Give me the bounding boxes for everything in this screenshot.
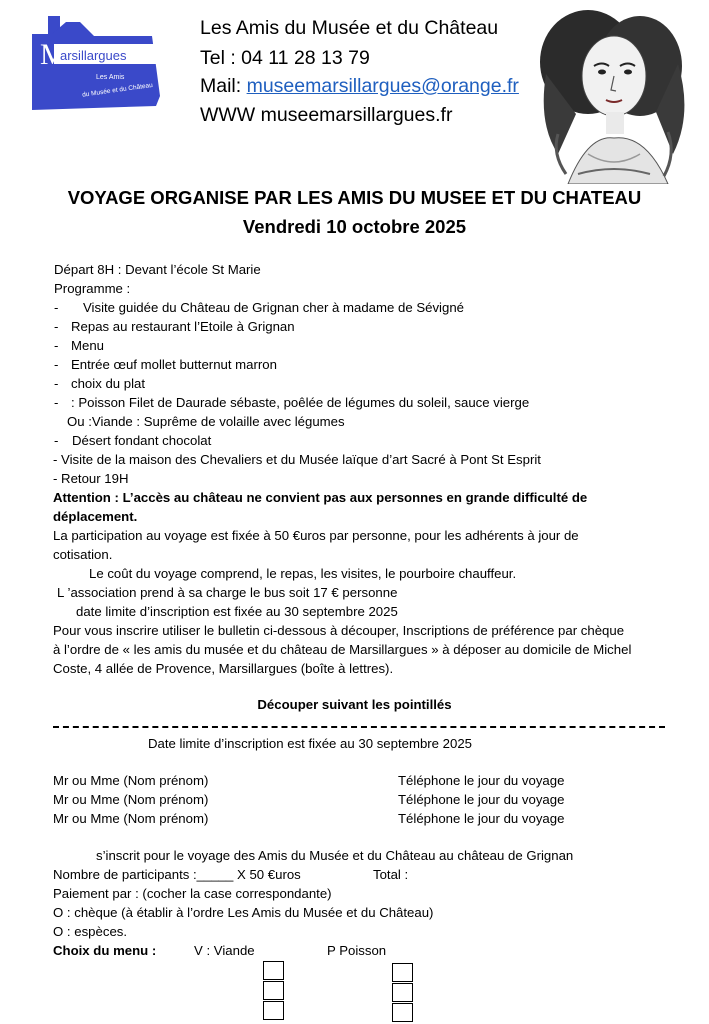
bullet-dash: - (54, 319, 59, 334)
cout-line: Le coût du voyage comprend, le repas, les visites, le pourboire chauffeur. (89, 566, 517, 581)
bullet-dash: - (54, 395, 59, 410)
programme-visite2: - Visite de la maison des Chevaliers et du Musée laïque d’art Sacré à Pont St Esprit (53, 452, 541, 467)
poisson-checkbox[interactable] (392, 983, 413, 1002)
header-organization: Les Amis du Musée et du Château (200, 17, 499, 39)
programme-dessert: Désert fondant chocolat (72, 433, 212, 448)
payment-option-cheque[interactable]: O : chèque (à établir à l’ordre Les Amis du Musée et du Château) (53, 905, 434, 920)
menu-option-poisson: P Poisson (327, 943, 387, 958)
participant-phone-field: Téléphone le jour du voyage (398, 773, 565, 788)
logo-initial: M (40, 38, 67, 71)
event-date: Vendredi 10 octobre 2025 (242, 216, 467, 237)
programme-item: Menu (71, 338, 104, 353)
programme-item: Visite guidée du Château de Grignan cher à madame de Sévigné (83, 300, 464, 315)
nombre-participants: Nombre de participants :_____ X 50 €uros (53, 867, 301, 882)
participation-line2: cotisation. (53, 547, 113, 562)
date-limite-line: date limite d’inscription est fixée au 30 septembre 2025 (76, 604, 398, 619)
participant-name-field: Mr ou Mme (Nom prénom) (53, 811, 209, 826)
bullet-dash: - (54, 357, 59, 372)
viande-checkbox[interactable] (263, 961, 284, 980)
inscription-line2: à l’ordre de « les amis du musée et du château de Marsillargues » à déposer au domicile de Michel (53, 642, 632, 657)
paiement-label: Paiement par : (cocher la case correspondante) (53, 886, 332, 901)
programme-item: Repas au restaurant l’Etoile à Grignan (71, 319, 295, 334)
attention-line1: Attention : L’accès au château ne convient pas aux personnes en grande difficulté de (53, 490, 588, 505)
inscrit-line: s’inscrit pour le voyage des Amis du Musée et du Château au château de Grignan (96, 848, 574, 863)
viande-checkbox[interactable] (263, 981, 284, 1000)
header-mail (200, 74, 519, 98)
association-logo (32, 14, 160, 110)
portrait-engraving (528, 4, 698, 184)
header-telephone: Tel : 04 11 28 13 79 (200, 47, 370, 69)
viande-checkbox[interactable] (263, 1001, 284, 1020)
cut-label: Découper suivant les pointillés (257, 697, 452, 712)
association-line: L ’association prend à sa charge le bus soit 17 € personne (57, 585, 398, 600)
inscription-line3: Coste, 4 allée de Provence, Marsillargues (boîte à lettres). (53, 661, 394, 676)
participation-line1: La participation au voyage est fixée à 50 €uros par personne, pour les adhérents à jour de (53, 528, 579, 543)
bullet-dash: - (54, 300, 59, 315)
poisson-checkbox[interactable] (392, 963, 413, 982)
header-mail-label: Mail: (200, 75, 247, 97)
programme-item: choix du plat (71, 376, 146, 391)
inscription-line1: Pour vous inscrire utiliser le bulletin ci-dessous à découper, Inscriptions de préférence par chèque (53, 623, 625, 638)
page-title: VOYAGE ORGANISE PAR LES AMIS DU MUSEE ET DU CHATEAU (67, 187, 642, 208)
logo-line1: Les Amis (96, 74, 125, 81)
dotted-cut-line (53, 726, 665, 728)
logo-brand: arsillargues (60, 48, 127, 63)
payment-option-especes[interactable]: O : espèces. (53, 924, 128, 939)
attention-line2: déplacement. (53, 509, 138, 524)
option-viande: Ou :Viande : Suprême de volaille avec légumes (67, 414, 345, 429)
programme-retour: - Retour 19H (53, 471, 129, 486)
participant-name-field: Mr ou Mme (Nom prénom) (53, 792, 209, 807)
participant-phone-field: Téléphone le jour du voyage (398, 811, 565, 826)
menu-option-viande: V : Viande (194, 943, 255, 958)
programme-item: : Poisson Filet de Daurade sébaste, poêlée de légumes du soleil, sauce vierge (71, 395, 530, 410)
participant-name-field: Mr ou Mme (Nom prénom) (53, 773, 209, 788)
header-website: WWW museemarsillargues.fr (200, 104, 453, 126)
email-link[interactable]: museemarsillargues@orange.fr (246, 75, 519, 97)
bullet-dash: - (54, 338, 59, 353)
coupon-date-limite: Date limite d’inscription est fixée au 30 septembre 2025 (148, 736, 473, 751)
depart-line: Départ 8H : Devant l’école St Marie (54, 262, 261, 277)
participant-phone-field: Téléphone le jour du voyage (398, 792, 565, 807)
choix-menu-label: Choix du menu : (53, 943, 157, 958)
poisson-checkbox[interactable] (392, 1003, 413, 1022)
logo-line2: du Musée et du Château (81, 81, 154, 99)
bullet-dash: - (54, 376, 59, 391)
programme-label: Programme : (54, 281, 131, 296)
programme-item: Entrée œuf mollet butternut marron (71, 357, 277, 372)
total-label: Total : (373, 867, 409, 882)
bullet-dash: - (54, 433, 59, 448)
